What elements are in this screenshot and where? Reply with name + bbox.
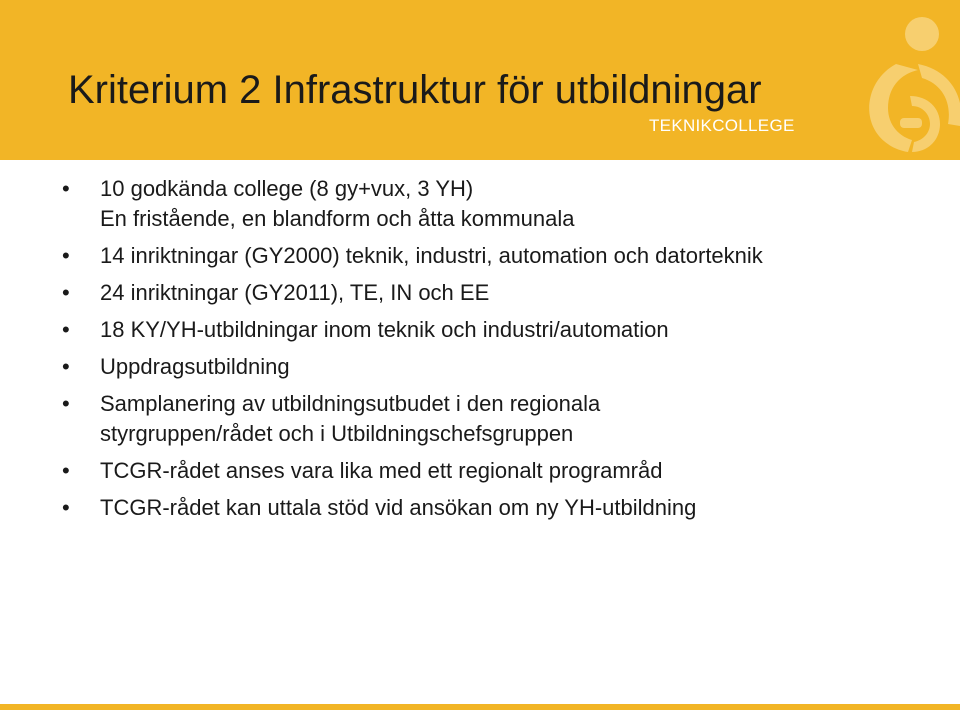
bullet-text: En fristående, en blandform och åtta kommunala bbox=[100, 206, 575, 231]
bullet-item bbox=[60, 278, 763, 308]
bullet-item bbox=[60, 241, 763, 271]
bullet-icon: • bbox=[62, 495, 70, 520]
bullet-text: 10 godkända college (8 gy+vux, 3 YH) bbox=[100, 176, 474, 201]
bullet-text: TCGR-rådet anses vara lika med ett regionalt programråd bbox=[100, 458, 663, 483]
bullet-icon: • bbox=[62, 176, 70, 201]
bullet-icon: • bbox=[62, 391, 70, 416]
bullet-item bbox=[60, 493, 763, 523]
slide-title: Kriterium 2 Infrastruktur för utbildningar bbox=[68, 68, 762, 112]
bullet-item bbox=[60, 315, 763, 345]
bullet-item bbox=[60, 352, 763, 382]
bullet-text: Uppdragsutbildning bbox=[100, 354, 290, 379]
brand-name: TEKNIKCOLLEGE bbox=[649, 116, 795, 135]
bullet-item bbox=[60, 389, 763, 449]
bullet-text: 14 inriktningar (GY2000) teknik, industri, automation och datorteknik bbox=[100, 243, 763, 268]
bullet-item bbox=[60, 456, 763, 486]
bullet-icon: • bbox=[62, 280, 70, 305]
bullet-icon: • bbox=[62, 243, 70, 268]
teknikcollege-logo-icon bbox=[800, 0, 960, 160]
bullet-text: styrgruppen/rådet och i Utbildningschefsgruppen bbox=[100, 421, 574, 446]
bullet-icon: • bbox=[62, 354, 70, 379]
slide-header bbox=[0, 0, 960, 160]
bullet-text: Samplanering av utbildningsutbudet i den regionala bbox=[100, 391, 601, 416]
bullet-text: TCGR-rådet kan uttala stöd vid ansökan om ny YH-utbildning bbox=[100, 495, 697, 520]
bullet-icon: • bbox=[62, 458, 70, 483]
bullet-list bbox=[60, 174, 763, 530]
bullet-item bbox=[60, 174, 763, 234]
bullet-text: 18 KY/YH-utbildningar inom teknik och industri/automation bbox=[100, 317, 669, 342]
bullet-icon: • bbox=[62, 317, 70, 342]
bottom-accent-bar bbox=[0, 704, 960, 710]
bullet-text: 24 inriktningar (GY2011), TE, IN och EE bbox=[100, 280, 490, 305]
